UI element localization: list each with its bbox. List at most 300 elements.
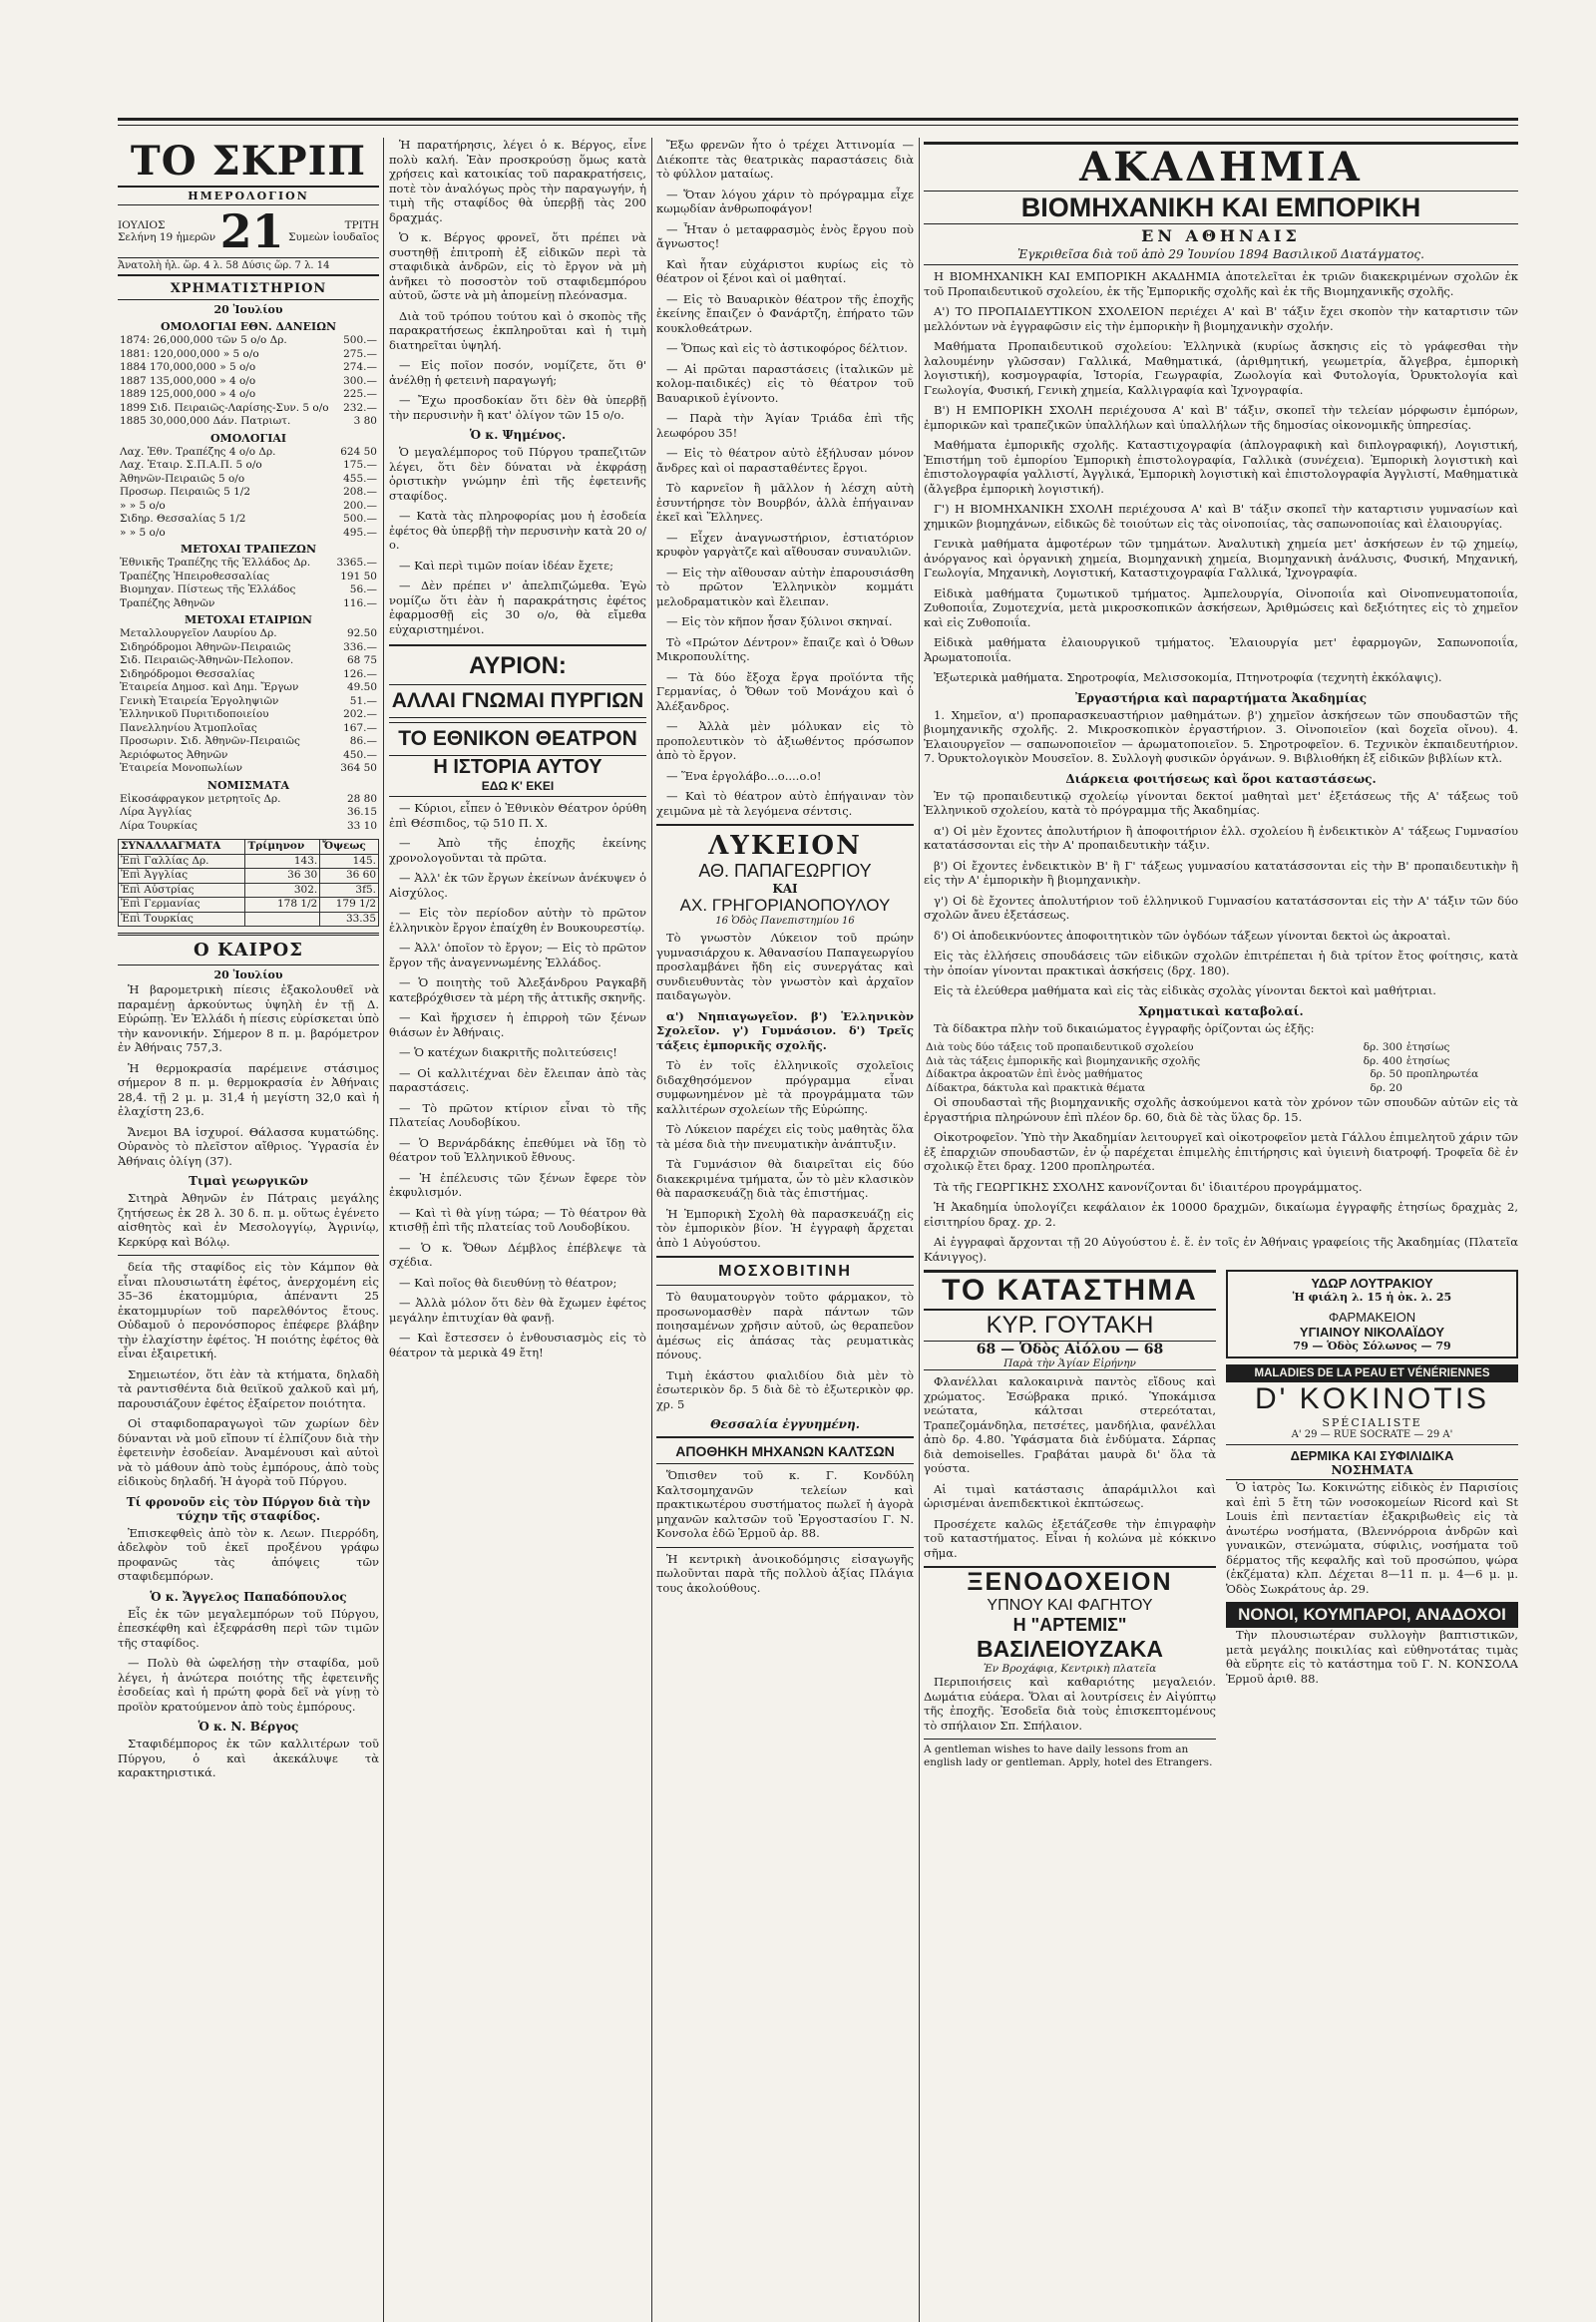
water-price: Ἡ φιάλη λ. 15 ἡ ὀκ. λ. 25 bbox=[1292, 1291, 1452, 1304]
month: ΙΟΥΛΙΟΣ bbox=[118, 219, 166, 231]
row-label: Μεταλλουργεῖον Λαυρίου Δρ. bbox=[120, 627, 277, 639]
table-cell: Ἐπὶ Γερμανίας bbox=[119, 898, 245, 913]
quote-row bbox=[118, 708, 379, 722]
academy-paragraph: Ἡ Ἀκαδημία ὑπολογίζει κεφάλαιον ἐκ 10000 δραχμῶν, δικαίωμα ἐγγραφῆς ἐτησίως δραχμὰς 2, εἰσιτηρίου δραχ. χρ. 2. bbox=[924, 1200, 1518, 1229]
column-1 bbox=[118, 138, 379, 1786]
row-value: 51.— bbox=[349, 694, 377, 707]
academy-paragraph: γ') Οἱ δὲ ἔχοντες ἀπολυτήριον τοῦ ἑλληνικοῦ Γυμνασίου κατατάσσονται εἰς τὴν Α' τάξιν τῶν δύο σχολῶν ἄνευ ἐξετάσεως. bbox=[924, 893, 1518, 922]
hosiery-machines-title: ΑΠΟΘΗΚΗ ΜΗΧΑΝΩΝ ΚΑΛΤΣΩΝ bbox=[675, 1443, 895, 1459]
row-value: 49.50 bbox=[346, 681, 377, 693]
article-paragraph: Ἡ Ἐμπορικὴ Σχολὴ θὰ παρασκευάζῃ εἰς τὸν ἐμπορικὸν βίον. Ἡ ἐγγραφὴ ἄρχεται ἀπὸ 1 Αὐγούστου. bbox=[656, 1206, 914, 1250]
quote-row bbox=[118, 762, 379, 776]
table-cell: 179 1/2 bbox=[320, 898, 379, 913]
hotel-text: Περιποιήσεις καὶ καθαριότης μεγαλειόν. Δωμάτια εὐάερα. Ὅλαι αἱ λουτρίσεις ἐν Αἰγύπτῳ τῆς ἐποχῆς. Ἐσοδεῖα διὰ τοὺς ἐπισκεπτομένους τὸ σπήλαιον Σπ. Σπήλαιον. bbox=[924, 1675, 1216, 1733]
moschovitini-title: ΜΟΣΧΟΒΙΤΙΝΗ bbox=[718, 1263, 852, 1280]
water-title: ΥΔΩΡ ΛΟΥΤΡΑΚΙΟΥ bbox=[1311, 1276, 1433, 1291]
column-header: ΣΥΝΑΛΛΑΓΜΑΤΑ bbox=[119, 840, 245, 855]
article-paragraph: Ὁ μεγαλέμπορος τοῦ Πύργου τραπεζιτῶν λέγει, ὅτι δὲν δύναται νὰ ἐκφράσῃ ὁριστικὴν γνώμην ἐπὶ τῆς ἐφετεινῆς σταφίδος. bbox=[389, 445, 646, 503]
gutaki-landmark: Παρὰ τὴν Ἁγίαν Εἰρήνην bbox=[924, 1357, 1216, 1370]
row-value: 275.— bbox=[343, 347, 377, 360]
row-label: Σιδηρ. Θεσσαλίας 5 1/2 bbox=[120, 513, 246, 525]
row-label: 1889 125,000,000 » 4 ο/ο bbox=[120, 388, 256, 400]
quote-row bbox=[118, 749, 379, 763]
academy-paragraph: Γ') Η ΒΙΟΜΗΧΑΝΙΚΗ ΣΧΟΛΗ περιέχουσα Α' καὶ Β' τάξιν σκοπεῖ τὴν καταρτισιν γυμνασίων καὶ χημικῶν βιομηχάνων, εἰδικῶς δὲ τοιούτων εἰς τὰς οἰνοποιίας, τὰς σαπωνοποιίας καὶ ἐλαιουργίας. bbox=[924, 502, 1518, 531]
pharmacy-title: ΦΑΡΜΑΚΕΙΟΝ bbox=[1328, 1310, 1416, 1325]
quote-row bbox=[118, 459, 379, 473]
row-label: Πανελληνίου Ἀτμοπλοΐας bbox=[120, 721, 257, 734]
row-value: 208.— bbox=[343, 486, 377, 498]
divider bbox=[656, 1463, 914, 1464]
table-cell: 145. bbox=[320, 854, 379, 869]
weather-paragraph: Ἡ θερμοκρασία παρέμεινε στάσιμος σήμερον 8 π. μ. θερμοκρασία ἐν Ἀθήναις 28,4. τῇ 2 μ. μ. 31,4 ἡ μεγίστη 32,0 καὶ ἡ ἐλαχίστη 23,6. bbox=[118, 1060, 379, 1118]
academy-paragraph: Εἰς τὰ ἐλεύθερα μαθήματα καὶ εἰς τὰς εἰδικὰς σχολὰς γίνονται δεκτοὶ καὶ μαθήτριαι. bbox=[934, 983, 1436, 997]
row-value: 624 50 bbox=[340, 445, 377, 458]
academy-paragraph: β') Οἱ ἔχοντες ἐνδεικτικὸν Β' ἢ Γ' τάξεως γυμνασίου κατατάσσονται εἰς τὴν Β' προπαιδευτικὴν ἢ εἰς τὴν Α' ἐμπορικὴν ἢ βιομηχανικὴν. bbox=[924, 858, 1518, 887]
godparents-text: Τὴν πλουσιωτέραν συλλογὴν βαπτιστικῶν, μετὰ μεγάλης ποικιλίας καὶ εὐθηνοτάτας τιμὰς θὰ εὕρητε εἰς τὸ κατάστημα τοῦ Γ. Ν. ΚΟΝΣΟΛΑ Ἑρμοῦ ἀριθ. 88. bbox=[1226, 1628, 1518, 1686]
row-value: δρ. 20 bbox=[1370, 1081, 1402, 1094]
row-value: 495.— bbox=[343, 526, 377, 539]
column-header: Ὄψεως bbox=[320, 840, 379, 855]
row-value: 175.— bbox=[343, 459, 377, 471]
exchange-row bbox=[119, 869, 379, 884]
article-paragraph: — Ἀπὸ τῆς ἐποχῆς ἐκείνης χρονολογοῦνται τὰ πρῶτα. bbox=[389, 836, 646, 865]
column-rule bbox=[651, 138, 652, 2322]
theater-kicker: ΕΔΩ Κ' ΕΚΕΙ bbox=[389, 779, 646, 797]
quote-row bbox=[118, 527, 379, 541]
article-paragraph: Τὸ ἐν τοῖς ἐλληνικοῖς σχολεῖοις διδαχθησόμενον πρόγραμμα εἶναι συμφωνημένον μὲ τὰ προγράμματα τῶν καλλιτέρων σχολείων τῆς Εὐρώπης. bbox=[656, 1058, 914, 1116]
tomorrow-topic: ΑΛΛΑΙ ΓΝΩΜΑΙ ΠΥΡΓΙΩΝ bbox=[389, 684, 646, 718]
article-paragraph: — Οἱ καλλιτέχναι δὲν ἔλειπαν ἀπὸ τὰς παραστάσεις. bbox=[389, 1065, 646, 1094]
row-label: Λίρα Ἀγγλίας bbox=[120, 806, 193, 818]
row-label: Ἑταιρεία Μονοπωλίων bbox=[120, 762, 242, 774]
hotel-name: Η "ΑΡΤΕΜΙΣ" bbox=[1012, 1615, 1127, 1635]
divider bbox=[656, 1256, 914, 1258]
row-label: Λίρα Τουρκίας bbox=[120, 819, 198, 832]
table-cell: Ἐπὶ Γαλλίας Δρ. bbox=[119, 854, 245, 869]
pharmacy-ad bbox=[1226, 1270, 1518, 1358]
academy-paragraph: Τὰ τῆς ΓΕΩΡΓΙΚΗΣ ΣΧΟΛΗΣ κανονίζονται δι' ἰδιαιτέρου προγράμματος. bbox=[934, 1179, 1363, 1194]
article-paragraph: Ἡ παρατήρησις, λέγει ὁ κ. Βέργος, εἶνε πολὺ καλή. Ἐὰν προσκρούσῃ ὅμως κατὰ χρήσεις καὶ κατοικίας τοῦ παρακρατήσεις, ποτὲ τὸν ἀναλόγως πρὸς τὴν παραγωγήν, ἡ τιμὴ τῆς σταφίδος θὰ ὑπερβῇ τὰς 200 δραχμάς. bbox=[389, 138, 646, 224]
theater-subheadline: Η ΙΣΤΟΡΙΑ ΑΥΤΟΥ bbox=[433, 756, 602, 778]
date-block bbox=[118, 205, 379, 258]
weather-title: Ο ΚΑΙΡΟΣ bbox=[118, 933, 379, 966]
doctor-name: D' KOKINOTIS bbox=[1254, 1382, 1490, 1415]
academy-paragraph: α') Οἱ μὲν ἔχοντες ἀπολυτήριον ἢ ἀποφοιτήριον ἑλλ. σχολείου ἢ ἐνδεικτικὸν Α' τάξεως Γυμνασίου κατατάσσονται εἰς τὴν Α' προπαιδευτικὴν τάξιν. bbox=[924, 823, 1518, 852]
article-paragraph: δεία τῆς σταφίδος εἰς τὸν Κάμπον θὰ εἶναι πλουσιωτάτη ἐφέτος, ἀνερχομένη εἰς 35–36 ἑκατομμύρια, ἀπέναντι 25 ἑκατομμυρίων τοῦ παρελθόντος ἔτους. Οὐδαμοῦ ὁ περονόσπορος ἐπέφερε βλάβην τὴν ἐλαχίστην ἐφέτος. Ἡ ποιότης ἐφέτος θὰ εἶναι ἐξαιρετική. bbox=[118, 1260, 379, 1360]
row-label: Λαχ. Ἐθν. Τραπέζης 4 ο/ο Δρ. bbox=[120, 445, 276, 458]
money-title: ΝΟΜΙΣΜΑΤΑ bbox=[206, 778, 290, 792]
gutaki-store-title: ΤΟ ΚΑΤΑΣΤΗΜΑ bbox=[924, 1270, 1216, 1311]
article-paragraph: — Καὶ τὶ θὰ γίνῃ τώρα; — Τὸ θέατρον θὰ κτισθῇ ἐπὶ τῆς πλατείας τοῦ Λουδοβίκου. bbox=[389, 1205, 646, 1234]
row-value: 200.— bbox=[343, 499, 377, 512]
doctor-address-fr: A' 29 — RUE SOCRATE — 29 A' bbox=[1291, 1429, 1453, 1440]
academy-paragraph: Η ΒΙΟΜΗΧΑΝΙΚΗ ΚΑΙ ΕΜΠΟΡΙΚΗ ΑΚΑΔΗΜΙΑ ἀποτελεῖται ἐκ τριῶν διακεκριμένων σχολῶν ἐκ τοῦ Προπαιδευτικοῦ σχολείου, ἐκ τῆς Ἐμπορικῆς σχολῆς καὶ ἐκ τῆς Βιομηχανικῆς σχολῆς. bbox=[924, 269, 1518, 298]
table-cell: Ἐπὶ Ἀγγλίας bbox=[119, 869, 245, 884]
row-label: Γενικὴ Ἑταιρεία Ἐργοληψιῶν bbox=[120, 694, 279, 707]
quote-row bbox=[118, 415, 379, 429]
article-paragraph: — Ἔχω προσδοκίαν ὅτι δὲν θὰ ὑπερβῇ τὴν περυσινὴν ἢ κατ' ὀλίγον τῶν 15 ο/ο. bbox=[389, 393, 646, 422]
quote-row bbox=[118, 486, 379, 500]
academy-paragraph: Τὰ δίδακτρα πλὴν τοῦ δικαιώματος ἐγγραφῆς ὁρίζονται ὡς ἑξῆς: bbox=[934, 1020, 1315, 1035]
quote-row bbox=[118, 334, 379, 348]
theater-headline: ΤΟ ΕΘΝΙΚΟΝ ΘΕΑΤΡΟΝ bbox=[389, 722, 646, 756]
ads-grid bbox=[924, 1270, 1518, 1769]
banks-table bbox=[118, 557, 379, 610]
table-cell: 36 30 bbox=[245, 869, 320, 884]
lyceum-address: 16 Ὁδὸς Πανεπιστημίου 16 bbox=[715, 916, 855, 927]
row-value: δρ. 300 bbox=[1363, 1041, 1402, 1053]
gutaki-name: ΚΥΡ. ΓΟΥΤΑΚΗ bbox=[924, 1311, 1216, 1342]
article-paragraph: — Καὶ ἤρχισεν ἡ ἐπιρροὴ τῶν ξένων θιάσων ἐν Ἀθήναις. bbox=[389, 1010, 646, 1039]
fee-row bbox=[924, 1041, 1518, 1055]
row-label: Ἑλληνικοῦ Πυριτιδοποιείου bbox=[120, 708, 269, 720]
bourse-date: 20 Ἰουλίου bbox=[213, 303, 283, 316]
divider bbox=[656, 824, 914, 826]
article-paragraph: — Ὅταν λόγου χάριν τὸ πρόγραμμα εἶχε κωμῳδίαν ἀνθρωποφάγον! bbox=[656, 187, 914, 215]
row-value: 126.— bbox=[343, 667, 377, 680]
row-value: 92.50 bbox=[346, 627, 377, 639]
academy-paragraph: δ') Οἱ ἀποδεικνύοντες ἀποφοιτητικὸν τῶν ὀγδόων τάξεων γίνονται δεκτοὶ ὡς ἀκροαταὶ. bbox=[934, 928, 1451, 943]
row-label: 1881: 120,000,000 » 5 ο/ο bbox=[120, 347, 259, 360]
loans-title: ΟΜΟΛΟΓΙΑΙ ΕΘΝ. ΔΑΝΕΙΩΝ bbox=[160, 320, 337, 333]
article-paragraph: Διὰ τοῦ τρόπου τούτου καὶ ὁ σκοπὸς τῆς παρακρατήσεως ἐκπληροῦται καὶ ἡ τιμὴ διατηρεῖται ὑψηλή. bbox=[389, 308, 646, 352]
article-paragraph: — Τὰ δύο ἔξοχα ἔργα προϊόντα τῆς Γερμανίας, ὁ Ὄθων τοῦ Μονάχου καὶ ὁ Ἀλέξανδρος. bbox=[656, 669, 914, 713]
row-value: 500.— bbox=[343, 334, 377, 346]
divider bbox=[118, 1255, 379, 1256]
article-paragraph: — Παρὰ τὴν Ἁγίαν Τριάδα ἐπὶ τῆς λεωφόρου 35! bbox=[656, 411, 914, 440]
row-label: Τραπέζης Ἀθηνῶν bbox=[120, 596, 215, 609]
quote-row bbox=[118, 361, 379, 375]
row-value: 191 50 bbox=[340, 570, 377, 582]
article-paragraph: — Εἰς τὸν κῆπον ἦσαν ξύλινοι σκηναί. bbox=[666, 614, 893, 628]
bourse-title: ΧΡΗΜΑΤΙΣΤΗΡΙΟΝ bbox=[118, 276, 379, 300]
quote-row bbox=[118, 388, 379, 402]
row-value: 300.— bbox=[343, 374, 377, 387]
article-paragraph: — Εἰς τὸν περίοδον αὐτὴν τὸ πρῶτον ἑλληνικὸν ἔργον ἐπαίχθη ἐν Βουκουρεστίῳ. bbox=[389, 906, 646, 935]
row-value: 364 50 bbox=[340, 762, 377, 774]
article-paragraph: Καὶ ἦταν εὐχάριστοι κυρίως εἰς τὸ θέατρον οἱ ξένοι καὶ οἱ μαθηταί. bbox=[656, 256, 914, 285]
row-label: 1874: 26,000,000 τῶν 5 ο/ο Δρ. bbox=[120, 334, 287, 346]
academy-paragraph: Μαθήματα Προπαιδευτικοῦ σχολείου: Ἑλληνικὰ (κυρίως ἄσκησις εἰς τὸ γράφεσθαι τὴν λαλουμένην γλῶσσαν) Γαλλικά, Μαθηματικά, (ἀριθμητική, γεωμετρία, ἄλγεβρα, ἐμπορικὴ λογιστική), κοσμογραφία, Ἱστορία, Γεωγραφία, Ζωολογία καὶ Φυτολογία, Ὀρυκτολογία καὶ Γεωλογία, Φυσική, Γενικὴ χημεία, Καλλιγραφία καὶ Ἰχνογραφία. bbox=[924, 339, 1518, 397]
exchange-row bbox=[119, 898, 379, 913]
divider bbox=[656, 1285, 914, 1286]
article-paragraph: — Ἀλλὰ μὲν μόλυκαν εἰς τὸ προπολευτικὸν τὸ ἀξιωθέντος πρόσωπον ἀπὸ τὸ ἔργον. bbox=[656, 719, 914, 762]
row-label: Ἑταιρεία Δημοσ. καὶ Δημ. Ἔργων bbox=[120, 681, 299, 693]
row-label: Σιδηρόδρομοι Ἀθηνῶν-Πειραιῶς bbox=[120, 640, 291, 653]
article-paragraph: — Ὁ κατέχων διακριτῆς πολιτεύσεις! bbox=[399, 1045, 617, 1059]
quote-row bbox=[118, 597, 379, 611]
article-paragraph: — Εἶχεν ἀναγνωστήριον, ἐστιατόριον κρυφὸν γαργὰτζε καὶ αἴθουσαν συναυλιῶν. bbox=[656, 530, 914, 559]
quote-row bbox=[118, 500, 379, 514]
english-lessons-ad: A gentleman wishes to have daily lessons from an english lady or gentleman. Apply, hotel des Etrangers. bbox=[924, 1739, 1216, 1769]
article-paragraph: — Εἰς τὸ Βαυαρικὸν θέατρον τῆς ἐποχῆς ἐκείνης ἔπαιζεν ὁ Φανάρτζη, ἐπήρατο τῶν κουκλοθεάτρων. bbox=[656, 291, 914, 335]
article-paragraph: Ὅπισθεν τοῦ κ. Γ. Κονδύλη Καλτσομηχανῶν τελείων καὶ πρακτικωτέρου συστήματος πωλεῖ ἡ ἀγορὰ μηχανῶν καλτσῶν τοῦ Ἐργοστασίου Γ. Ν. Κονσολα ἐδῶ Ἑρμοῦ ἀρ. 88. bbox=[656, 1468, 914, 1540]
row-value: 56.— bbox=[349, 583, 377, 595]
table-cell: 302. bbox=[245, 883, 320, 898]
quote-row bbox=[118, 348, 379, 362]
article-paragraph: Σταφιδέμπορος ἐκ τῶν καλλιτέρων τοῦ Πύργου, ὁ καὶ ἀκεκάλυψε τὰ καρακτηριστικά. bbox=[118, 1737, 379, 1779]
academy-paragraph: Ἐν τῷ προπαιδευτικῷ σχολείῳ γίνονται δεκτοί μαθηταὶ μετ' ἐξετάσεως τῆς Α' τάξεως τοῦ Ἑλληνικοῦ σχολείου, κατὰ τὸ πρόγραμμα τῆς Ἀκαδημίας. bbox=[924, 788, 1518, 817]
article-paragraph: Τὸ καρνεῖον ἢ μᾶλλον ἡ λέσχη αὐτὴ ἐσυντήρησε τὸν Βουρβόν, ἀλλὰ ἐπήγαιναν ἐκεῖ καὶ Ἕλληνες. bbox=[656, 481, 914, 524]
quote-row bbox=[118, 806, 379, 820]
fee-row bbox=[924, 1055, 1518, 1069]
row-value: 116.— bbox=[343, 596, 377, 609]
saint-day: Συμεὼν ἰουδαῖος bbox=[288, 231, 379, 243]
specialist-label: SPÉCIALISTE bbox=[1322, 1416, 1422, 1429]
gutaki-text: Αἱ τιμαὶ κατάστασις ἀπαράμιλλοι καὶ ὡρισμέναι ἀνεπιδεκτικοὶ ἐκπτώσεως. bbox=[924, 1481, 1216, 1510]
row-note: προπληρωτέα bbox=[1405, 1068, 1479, 1080]
row-label: Ἀθηνῶν-Πειραιῶς 5 ο/ο bbox=[120, 472, 245, 485]
row-label: Διὰ τοὺς δύο τάξεις τοῦ προπαιδευτικοῦ σχολείου bbox=[926, 1041, 1194, 1053]
article-paragraph: — Ἀλλ' ἐκ τῶν ἔργων ἐκείνων ἀνέκυψεν ὁ Αἰσχύλος. bbox=[389, 871, 646, 900]
table-cell bbox=[245, 912, 320, 927]
weather-paragraph: Ἡ βαρομετρικὴ πίεσις ἐξακολουθεῖ νὰ παραμένῃ ἀρκούντως ὑψηλὴ ἐν τῇ Δ. Εὐρώπῃ. Ἐν Ἑλλάδι ἡ πίεσις εὑρίσκεται ὑπὸ τὴν κανονικήν. Σήμερον 8 π. μ. βαρόμετρον ἐν Ἀθήναις 757,3. bbox=[118, 982, 379, 1054]
table-cell: 178 1/2 bbox=[245, 898, 320, 913]
quote-row bbox=[118, 375, 379, 389]
table-cell: 36 60 bbox=[320, 869, 379, 884]
row-label: Δίδακτρα, δάκτυλα καὶ πρακτικὰ θέματα bbox=[926, 1081, 1145, 1094]
row-note: ἐτησίως bbox=[1405, 1054, 1450, 1067]
diseases-title: ΝΟΣΗΜΑΤΑ bbox=[1226, 1463, 1518, 1480]
article-paragraph: Τὸ Λύκειον παρέχει εἰς τοὺς μαθητὰς ὅλα τὰ μέσα διὰ τὴν πνευματικὴν ἀνάπτυξιν. bbox=[656, 1122, 914, 1151]
article-paragraph: Εἷς ἐκ τῶν μεγαλεμπόρων τοῦ Πύργου, ἐπεσκέφθη καὶ ἐξεφράσθη περὶ τῶν τιμῶν τῆς σταφίδος. bbox=[118, 1606, 379, 1650]
row-value: 274.— bbox=[343, 361, 377, 373]
row-label: Σιδ. Πειραιῶς-Ἀθηνῶν-Πελοπον. bbox=[120, 654, 294, 666]
fees-table bbox=[924, 1041, 1518, 1095]
hotel-subtitle: ΥΠΝΟΥ ΚΑΙ ΦΑΓΗΤΟΥ bbox=[987, 1597, 1153, 1614]
row-label: » » 5 ο/ο bbox=[120, 526, 166, 539]
masthead-title: ΤΟ ΣΚΡΙΠ bbox=[118, 138, 379, 188]
doctor-text: Ὁ ἰατρὸς Ἰω. Κοκινώτης εἰδικὸς ἐν Παρισίοις καὶ ἐπὶ 5 ἔτη τῶν νοσοκομείων Ricord καὶ St Louis ἐπὶ πενταετίαν ἐξακριβωθεὶς εἰς τὰ ἀνωτέρω νοσήματα, (Βλεννόρροια ἀνδρῶν καὶ γυναικῶν, στενώματα, σύφιλις, νοσήματα τοῦ δέρματος τῆς κεφαλῆς καὶ τοῦ προσώπου, ψώρα (ἐκζέματα) κλπ. Δέχεται 8—11 π. μ. 4—6 μ. μ. Ὁδὸς Σωκράτους ἀρ. 29. bbox=[1226, 1480, 1518, 1596]
quote-row bbox=[118, 820, 379, 834]
bonds-table bbox=[118, 446, 379, 541]
day-number: 21 bbox=[219, 204, 284, 258]
row-value: 202.— bbox=[343, 708, 377, 720]
article-paragraph: Τὸ γνωστὸν Λύκειον τοῦ πρώην γυμνασιάρχου κ. Ἀθανασίου Παπαγεωργίου προσλαμβάνει ἤδη εἰς συνεργάτας καὶ συνδιευθυντὰς τὸν γνωστὸν καὶ ἀρχαῖον παιδαγωγὸν. bbox=[656, 931, 914, 1002]
quote-row bbox=[118, 654, 379, 668]
quote-row bbox=[118, 557, 379, 571]
table-cell: Ἐπὶ Τουρκίας bbox=[119, 912, 245, 927]
article-paragraph: — Κατὰ τὰς πληροφορίας μου ἡ ἐσοδεία ἐφέτος θὰ ὑπερβῇ τὴν περυσινὴν κατὰ 20 ο/ο. bbox=[389, 509, 646, 552]
divider bbox=[656, 1547, 914, 1548]
row-label: Προσωρ. Πειραιῶς 5 1/2 bbox=[120, 486, 251, 498]
companies-table bbox=[118, 627, 379, 776]
quote-row bbox=[118, 681, 379, 695]
pharmacy-address: 79 — Ὁδὸς Σόλωνος — 79 bbox=[1293, 1340, 1451, 1353]
row-value: 33 10 bbox=[346, 819, 377, 832]
article-paragraph: Σημειωτέον, ὅτι ἐὰν τὰ κτήματα, δηλαδὴ τὰ ραντισθέντα διὰ θειϊκοῦ χαλκοῦ καὶ μή, παρουσιάζουν ἐφέτος ἐξαίρετον ποιότητα. bbox=[118, 1366, 379, 1410]
academy-paragraph: Εἰς τὰς ἐλλήσεις σπουδάσεις τῶν εἰδικῶν σχολῶν ἐπιτρέπεται ἡ διὰ τρίτον ἔτος φοίτησις, κατὰ τὴν ὁποίαν γίνονται πρακτικαὶ ἀσκήσεις (δρχ. 180). bbox=[924, 949, 1518, 977]
table-cell: 33.35 bbox=[320, 912, 379, 927]
quote-row bbox=[118, 402, 379, 416]
row-label: Ἀεριόφωτος Ἀθηνῶν bbox=[120, 748, 228, 761]
fee-row bbox=[924, 1068, 1518, 1082]
row-value: 86.— bbox=[349, 735, 377, 747]
godparents-banner: ΝΟΝΟΙ, ΚΟΥΜΠΑΡΟΙ, ΑΝΑΔΟΧΟΙ bbox=[1226, 1602, 1518, 1628]
gutaki-address: 68 — Ὁδὸς Αἰόλου — 68 bbox=[976, 1342, 1164, 1357]
signoff: Θεσσαλία ἐγγυημένη. bbox=[710, 1417, 860, 1431]
academy-paragraph: Εἰδικὰ μαθήματα ἐλαιουργικοῦ τμήματος. Ἐλαιουργία μετ' ἐφαρμογῶν, Σαπωνοποιΐα, Ἀρωματοποιΐα. bbox=[924, 635, 1518, 664]
weekday: ΤΡΙΤΗ bbox=[344, 219, 379, 231]
article-paragraph: — Τὸ πρῶτον κτίριον εἶναι τὸ τῆς Πλατείας Λουδοβίκου. bbox=[389, 1100, 646, 1129]
article-paragraph: — Ἦταν ὁ μεταφρασμὸς ἐνὸς ἔργου ποὺ ἄγνωστος! bbox=[656, 221, 914, 250]
lyceum-title: ΛΥΚΕΙΟΝ bbox=[708, 831, 862, 861]
row-value: 167.— bbox=[343, 721, 377, 734]
pharmacy-name: ΥΓΙΑΙΝΟΥ ΝΙΚΟΛΑΪΔΟΥ bbox=[1299, 1325, 1445, 1340]
article-paragraph: — Πολὺ θὰ ὠφελήσῃ τὴν σταφίδα, μοῦ λέγει, ἡ ἀνώτερα ποιότης τῆς ἐφετεινῆς ἐσοδείας καὶ ἡ πρώτη φορὰ δεῖ νὰ γίνῃ τὸ προϊὸν κρατούμενον ἀπὸ τοὺς ἐμπόρους. bbox=[118, 1656, 379, 1714]
quote-row bbox=[118, 695, 379, 709]
row-value: δρ. 50 bbox=[1370, 1068, 1402, 1080]
academy-paragraph: Αἱ ἐγγραφαὶ ἄρχονται τῇ 20 Αὐγούστου ἐ. ἔ. ἐν τοῖς ἐν Ἀθήναις γραφείοις τῆς Ἀκαδημίας (Πλατεῖα Κάνιγγος). bbox=[924, 1235, 1518, 1264]
row-note bbox=[1404, 1082, 1518, 1096]
hotel-location: Ἐν Βροχάφιᾳ, Κεντρικὴ πλατεῖα bbox=[983, 1663, 1157, 1675]
row-label: Ἐθνικῆς Τραπέζης τῆς Ἑλλάδος Δρ. bbox=[120, 557, 311, 569]
quote-row bbox=[118, 446, 379, 460]
academy-paragraph: Β') Η ΕΜΠΟΡΙΚΗ ΣΧΟΛΗ περιέχουσα Α' καὶ Β' τάξιν, σκοπεῖ τὴν τελείαν μόρφωσιν ἐμπόρων, ἐμπορικῶν καὶ τραπεζικῶν ὑπαλλήλων καὶ ὑπαλλήλων τῆς δημοσίας οἰκονομικῆς ὑπηρεσίας. bbox=[924, 403, 1518, 432]
quote-row bbox=[118, 627, 379, 641]
lyceum-schools-list: α') Νηπιαγωγεῖον. β') Ἑλληνικὸν Σχολεῖον. γ') Γυμνάσιον. δ') Τρεῖς τάξεις ἐμπορικῆς σχολῆς. bbox=[656, 1008, 914, 1052]
article-paragraph: Τιμὴ ἑκάστου φιαλιδίου διὰ μὲν τὸ ἐσωτερικὸν δρ. 5 διὰ δὲ τὸ ἐξωτερικὸν φρ. χρ. 5 bbox=[656, 1367, 914, 1411]
article-heading: Ὁ κ. Ἄγγελος Παπαδόπουλος bbox=[150, 1589, 347, 1604]
article-paragraph: — Ὁ κ. Ὄθων Δέμβλος ἐπέβλεψε τὰ σχέδια. bbox=[389, 1240, 646, 1269]
article-paragraph: — Καὶ ἔστεσσεν ὁ ἐνθουσιασμὸς εἰς τὸ θέατρον τὰ μερικὰ 49 ἔτη! bbox=[389, 1331, 646, 1359]
calendar-subtitle: ΗΜΕΡΟΛΟΓΙΟΝ bbox=[118, 188, 379, 205]
agri-prices-title: Τιμαὶ γεωργικῶν bbox=[189, 1174, 308, 1188]
academy-paragraph: Οἰκοτροφεῖον. Ὑπὸ τὴν Ἀκαδημίαν λειτουργεῖ καὶ οἰκοτροφεῖον μετὰ Γάλλου ἐπιμελητοῦ χάριν τῶν ἐξ ἐπαρχιῶν σπουδαστῶν, ἐν ᾧ παρέχεται ἐπιμελὴς ἐπιτήρησις καὶ ὑγιεινὴ διατροφή. Τροφεῖα δὲ ἐν σχολικῷ ἔτει δραχ. 1200 προπληρωτέα. bbox=[924, 1130, 1518, 1173]
lyceum-and: ΚΑΙ bbox=[772, 882, 798, 896]
article-paragraph: — Εἰς τὴν αἴθουσαν αὐτὴν ἐπαρουσιάσθη τὸ πρῶτον Ἑλληνικὸν κομμάτι μελοδραματικὸν καὶ ἔλειπαν. bbox=[656, 565, 914, 608]
column-rule bbox=[919, 138, 920, 2322]
quote-row bbox=[118, 641, 379, 655]
row-value: 3365.— bbox=[336, 557, 377, 569]
row-label: 1884 170,000,000 » 5 ο/ο bbox=[120, 361, 256, 373]
ads-left bbox=[924, 1270, 1216, 1769]
row-label: Προσωριν. Σιδ. Ἀθηνῶν-Πειραιῶς bbox=[120, 735, 300, 747]
academy-founded: Ἐγκριθεῖσα διὰ τοῦ ἀπὸ 29 Ἰουνίου 1894 Βασιλικοῦ Διατάγματος. bbox=[924, 247, 1518, 265]
row-label: 1899 Σιδ. Πειραιῶς-Λαρίσης-Συν. 5 ο/ο bbox=[120, 401, 329, 414]
article-paragraph: Ἡ κεντρικὴ ἀνοικοδόμησις εἰσαγωγῆς πωλοῦνται παρὰ τῆς πολλοὺ ἀξίας Πλάγια τους ἀκολούθους. bbox=[656, 1551, 914, 1595]
banks-title: ΜΕΤΟΧΑΙ ΤΡΑΠΕΖΩΝ bbox=[180, 543, 316, 556]
quote-row bbox=[118, 571, 379, 584]
article-paragraph: — Ἕνα ἐργολάβο...ο....ο.ο! bbox=[666, 768, 822, 783]
quote-row bbox=[118, 583, 379, 597]
academy-paragraph: Ἐξωτερικὰ μαθήματα. Σηροτροφία, Μελισσοκομία, Πτηνοτροφία (τεχνητὴ ἐκκόλαψις). bbox=[934, 670, 1442, 684]
row-value: 450.— bbox=[343, 748, 377, 761]
article-paragraph: Ἐπισκεφθεὶς ἀπὸ τὸν κ. Λεων. Πιερρόδη, ἀδελφὸν τοῦ ἐκεῖ προξένου γράφω προφανῶς τὰς ἀπόψεις τῶν σταφιδεμπόρων. bbox=[118, 1525, 379, 1583]
exchange-row bbox=[119, 883, 379, 898]
article-paragraph: — Καὶ περὶ τιμῶν ποίαν ἰδέαν ἔχετε; bbox=[399, 558, 613, 573]
quote-row bbox=[118, 473, 379, 487]
labs-title: Ἐργαστήρια καὶ παραρτήματα Ἀκαδημίας bbox=[1074, 690, 1368, 705]
article-paragraph: Σιτηρὰ Ἀθηνῶν ἐν Πάτραις μεγάλης ζητήσεως ἐκ 28 λ. 30 δ. π. μ. οὕτως ἐγένετο αἰσθητὸς καὶ ἐν Μεσολογγίῳ, Ἀγρινίῳ, Κερκύρᾳ καὶ Βόλῳ. bbox=[118, 1191, 379, 1249]
article-paragraph: Ἔξω φρενῶν ἦτο ὁ τρέχει Ἀττινομία — Διέκοπτε τὰς θεατρικὰς παραστάσεις διὰ τὸ φύλλον ματαίως. bbox=[656, 138, 914, 181]
lyceum-founder-2: ΑΧ. ΓΡΗΓΟΡΙΑΝΟΠΟΥΛΟΥ bbox=[679, 896, 891, 915]
column-4 bbox=[924, 138, 1518, 1769]
row-value: 36.15 bbox=[346, 806, 377, 818]
academy-title: ΑΚΑΔΗΜΙΑ bbox=[924, 142, 1518, 191]
row-label: Λαχ. Ἐταιρ. Σ.Π.Α.Π. 5 ο/ο bbox=[120, 459, 262, 471]
admission-title: Διάρκεια φοιτήσεως καὶ ὅροι καταστάσεως. bbox=[1065, 771, 1377, 786]
top-rule bbox=[118, 118, 1518, 126]
money-table bbox=[118, 793, 379, 834]
companies-title: ΜΕΤΟΧΑΙ ΕΤΑΙΡΙΩΝ bbox=[185, 613, 312, 626]
article-paragraph: Τὰ Γυμνάσιον θὰ διαιρεῖται εἰς δύο διακεκριμένα τμήματα, ὧν τὸ μὲν κλασικὸν θὰ παρασκευάζῃ διὰ τὰς ἐπιστήμας. bbox=[656, 1157, 914, 1200]
row-value: 68 75 bbox=[346, 654, 377, 666]
article-paragraph: — Ἀλλὰ μόλον ὅτι δὲν θὰ ἔχωμεν ἐφέτος μεγάλην ἐπιτυχίαν θὰ φανῇ. bbox=[389, 1296, 646, 1325]
sun-times: Ἀνατολὴ ἡλ. ὥρ. 4 λ. 58 Δύσις ὥρ. 7 λ. 14 bbox=[118, 258, 379, 276]
row-label: Εἰκοσάφραγκον μετρητοῖς Δρ. bbox=[120, 792, 281, 805]
column-3 bbox=[656, 138, 914, 1601]
quote-row bbox=[118, 793, 379, 807]
row-label: Δίδακτρα ἀκροατῶν ἐπὶ ἑνὸς μαθήματος bbox=[926, 1068, 1143, 1080]
row-label: Τραπέζης Ἠπειροθεσσαλίας bbox=[120, 570, 270, 582]
article-paragraph: — Κύριοι, εἶπεν ὁ Ἐθνικὸν Θέατρον ὁρύθη ἐπὶ Θέσπιδος, τῷ 510 Π. Χ. bbox=[389, 801, 646, 830]
article-paragraph: — Δὲν πρέπει ν' ἀπελπιζώμεθα. Ἐγὼ νομίζω ὅτι ἐὰν ἡ παρακράτησις ἐφέτος ἐφαρμοσθῇ εἰς 30 ο/ο, θὰ εἴμεθα εὐχαριστημένοι. bbox=[389, 579, 646, 636]
exchange-row bbox=[119, 854, 379, 869]
article-paragraph: Τὸ θαυματουργὸν τοῦτο φάρμακον, τὸ προσωνομασθὲν παρὰ πάντων τῶν ποιησαμένων χρῆσιν αὐτοῦ, ὡς θεραπεῦον ἀμέσως εἰς ἁπάσας τὰς ρευματικὰς πόνους. bbox=[656, 1290, 914, 1361]
divider bbox=[656, 1436, 914, 1438]
hotel-title: ΞΕΝΟΔΟΧΕΙΟΝ bbox=[924, 1566, 1216, 1597]
row-value: 28 80 bbox=[346, 792, 377, 805]
fee-row bbox=[924, 1082, 1518, 1096]
quote-row bbox=[118, 735, 379, 749]
row-label: Σιδηρόδρομοι Θεσσαλίας bbox=[120, 667, 255, 680]
hotel-owner: ΒΑΣΙΛΕΙΟΥΖΑΚΑ bbox=[977, 1636, 1163, 1662]
article-heading: Ὁ κ. Ν. Βέργος bbox=[198, 1720, 299, 1734]
gutaki-text: Προσέχετε καλῶς ἐξετάζεσθε τὴν ἐπιγραφὴν τοῦ καταστήματος. Εἶναι ἡ κολώνα μὲ κόκκινο σῆμα. bbox=[924, 1516, 1216, 1560]
row-value: 500.— bbox=[343, 513, 377, 525]
academy-city: ΕΝ ΑΘΗΝΑΙΣ bbox=[1141, 226, 1301, 245]
quote-row bbox=[118, 668, 379, 682]
article-paragraph: — Ὁ Βερνάρδάκης ἐπεθύμει νὰ ἴδῃ τὸ θέατρον τοῦ Ἑλληνικοῦ ἔθνους. bbox=[389, 1135, 646, 1164]
row-label: 1887 135,000,000 » 4 ο/ο bbox=[120, 374, 256, 387]
article-heading: Ὁ κ. Ψημένος. bbox=[469, 428, 567, 442]
skin-diseases-banner: MALADIES DE LA PEAU ET VÉNÉRIENNES bbox=[1226, 1364, 1518, 1382]
article-paragraph: — Ἡ ἐπέλευσις τῶν ξένων ἔφερε τὸν ἐκφυλισμόν. bbox=[389, 1170, 646, 1199]
article-paragraph: — Εἰς τὸ θέατρον αὐτὸ ἐξήλυσαν μόνον ἄνδρες καὶ οἱ παρασταθέντες ἔργοι. bbox=[656, 446, 914, 475]
row-label: » » 5 ο/ο bbox=[120, 499, 166, 512]
article-paragraph: — Αἱ πρῶται παραστάσεις (ἰταλικῶν μὲ κολομ-παιδικές) εἰς τὸ θέατρον τοῦ Βαυαρικοῦ ἐγίνοντο. bbox=[656, 361, 914, 405]
article-paragraph: — Καὶ τὸ θέατρον αὐτὸ ἐπήγαιναν τὸν χειμῶνα μὲ τὰ λεγόμενα σέντσις. bbox=[656, 789, 914, 818]
column-rule bbox=[383, 138, 384, 2322]
article-paragraph: — Εἰς ποῖον ποσόν, νομίζετε, ὅτι θ' ἀνέλθῃ ἡ φετεινὴ παραγωγή; bbox=[389, 358, 646, 387]
bonds-title: ΟΜΟΛΟΓΙΑΙ bbox=[209, 431, 287, 445]
loans-table bbox=[118, 334, 379, 429]
table-cell: Ἐπὶ Αὐστρίας bbox=[119, 883, 245, 898]
weather-date: 20 Ἰουλίου bbox=[213, 968, 283, 981]
column-2 bbox=[389, 138, 646, 1365]
moon-info: Σελήνη 19 ἡμερῶν bbox=[118, 231, 216, 243]
weather-paragraph: Ἄνεμοι ΒΑ ἰσχυροί. Θάλασσα κυματώδης. Οὐρανὸς τὸ πλεῖστον αἴθριος. Ὑγρασία ἐν Ἀθήναις ὀλίγη (37). bbox=[118, 1124, 379, 1168]
fees-title: Χρηματικαὶ καταβολαί. bbox=[1138, 1003, 1304, 1018]
row-value: 336.— bbox=[343, 640, 377, 653]
row-label: Βιομηχαν. Πίστεως τῆς Ἑλλάδος bbox=[120, 583, 296, 595]
exchange-header bbox=[119, 840, 379, 855]
academy-subtitle: ΒΙΟΜΗΧΑΝΙΚΗ ΚΑΙ ΕΜΠΟΡΙΚΗ bbox=[924, 191, 1518, 224]
derm-title: ΔΕΡΜΙΚΑ ΚΑΙ ΣΥΦΙΛΙΔΙΚΑ bbox=[1226, 1444, 1518, 1463]
row-value: 3 80 bbox=[353, 415, 377, 427]
exchange-table bbox=[118, 839, 379, 927]
article-heading: Τί φρονοῦν εἰς τὸν Πύργον διὰ τὴν τύχην τῆς σταφίδος. bbox=[126, 1494, 371, 1523]
academy-paragraph: Μαθήματα ἐμπορικῆς σχολῆς. Καταστιχογραφία (ἀπλογραφικὴ καὶ διπλογραφική), Λογιστική, Ἐπιστήμη τοῦ ἐμπορίου Ἐμπορικὴ ἐπιστολογραφία, Γαλλικὰ (συνέχεια). Ἐμπορικὴ λογιστικὴ καὶ ἐπιστολογραφία γαλλιστί, Ἀγγλικά, Ἐμπορικὴ λογιστικὴ καὶ ἐπιστολογραφία Ἀγγλιστί, Μαθηματικὰ (ἄλγεβρα ἐμπορικὴ λογιστική). bbox=[924, 438, 1518, 496]
row-value: δρ. 400 bbox=[1363, 1054, 1402, 1067]
article-paragraph: — Καὶ ποῖος θὰ διευθύνῃ τὸ θέατρον; bbox=[399, 1275, 617, 1290]
row-value: 232.— bbox=[343, 401, 377, 414]
article-paragraph: — Ὅπως καὶ εἰς τὸ ἀστικοφόρος δέλτιον. bbox=[666, 341, 908, 355]
quote-row bbox=[118, 722, 379, 736]
article-paragraph: Οἱ σταφιδοπαραγωγοὶ τῶν χωρίων δὲν δύνανται νὰ μοῦ εἴπουν τί ἐλπίζουν διὰ τὴν ἐφετεινὴν ἐσοδείαν. Ἀναμένουσι καὶ αὐτοὶ νὰ τὸ μάθουν ἀπὸ τοὺς ἐμπόρους, ἀπὸ τοὺς εἰδικοὺς δηλαδή. Ἡ ἀγορὰ τοῦ Πύργου. bbox=[118, 1416, 379, 1488]
row-label: 1885 30,000,000 Δάν. Πατριωτ. bbox=[120, 415, 291, 427]
